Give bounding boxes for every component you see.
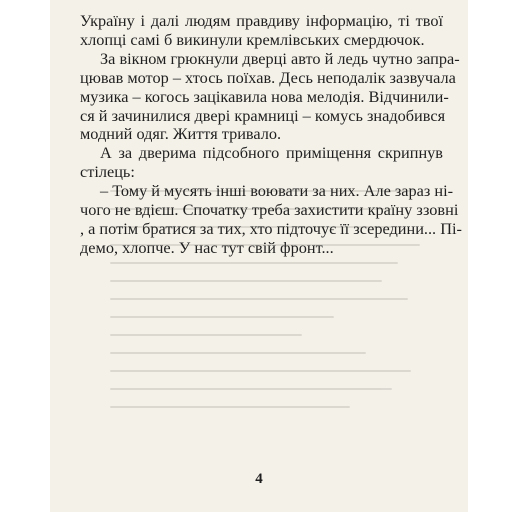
text-line: – Тому й мусять інші воювати за них. Але зараз ні- bbox=[100, 181, 454, 201]
page-number: 4 bbox=[255, 471, 263, 487]
text-line: Україну і далі людям правдиву інформацію, ті твої bbox=[80, 11, 443, 30]
text-line: ся й зачинилися двері крамниці – комусь знадобився bbox=[80, 105, 446, 125]
text-line: демо, хлопче. У нас тут свій фронт... bbox=[80, 237, 334, 257]
text-line: , а потім братися за тих, хто підточує її зсередини... Пі- bbox=[80, 218, 462, 238]
text-line: стілець: bbox=[80, 162, 135, 182]
text-line: хлопці самі б викинули кремлівських смердючок. bbox=[80, 29, 425, 49]
text-line: музика – когось зацікавила нова мелодія. Відчинили- bbox=[80, 86, 449, 106]
text-line: цював мотор – хтось поїхав. Десь неподалік зазвучала bbox=[80, 67, 456, 87]
text-line: За вікном грюкнули дверці авто й ледь чутно запра- bbox=[100, 48, 460, 68]
text-line: модний одяг. Життя тривало. bbox=[80, 124, 282, 144]
text-line: чого не вдієш. Спочатку треба захистити країну ззовні bbox=[80, 200, 459, 220]
body-text bbox=[80, 11, 462, 258]
text-line: А за дверима підсобного приміщення скрипнув bbox=[100, 143, 443, 163]
book-page bbox=[50, 0, 468, 512]
